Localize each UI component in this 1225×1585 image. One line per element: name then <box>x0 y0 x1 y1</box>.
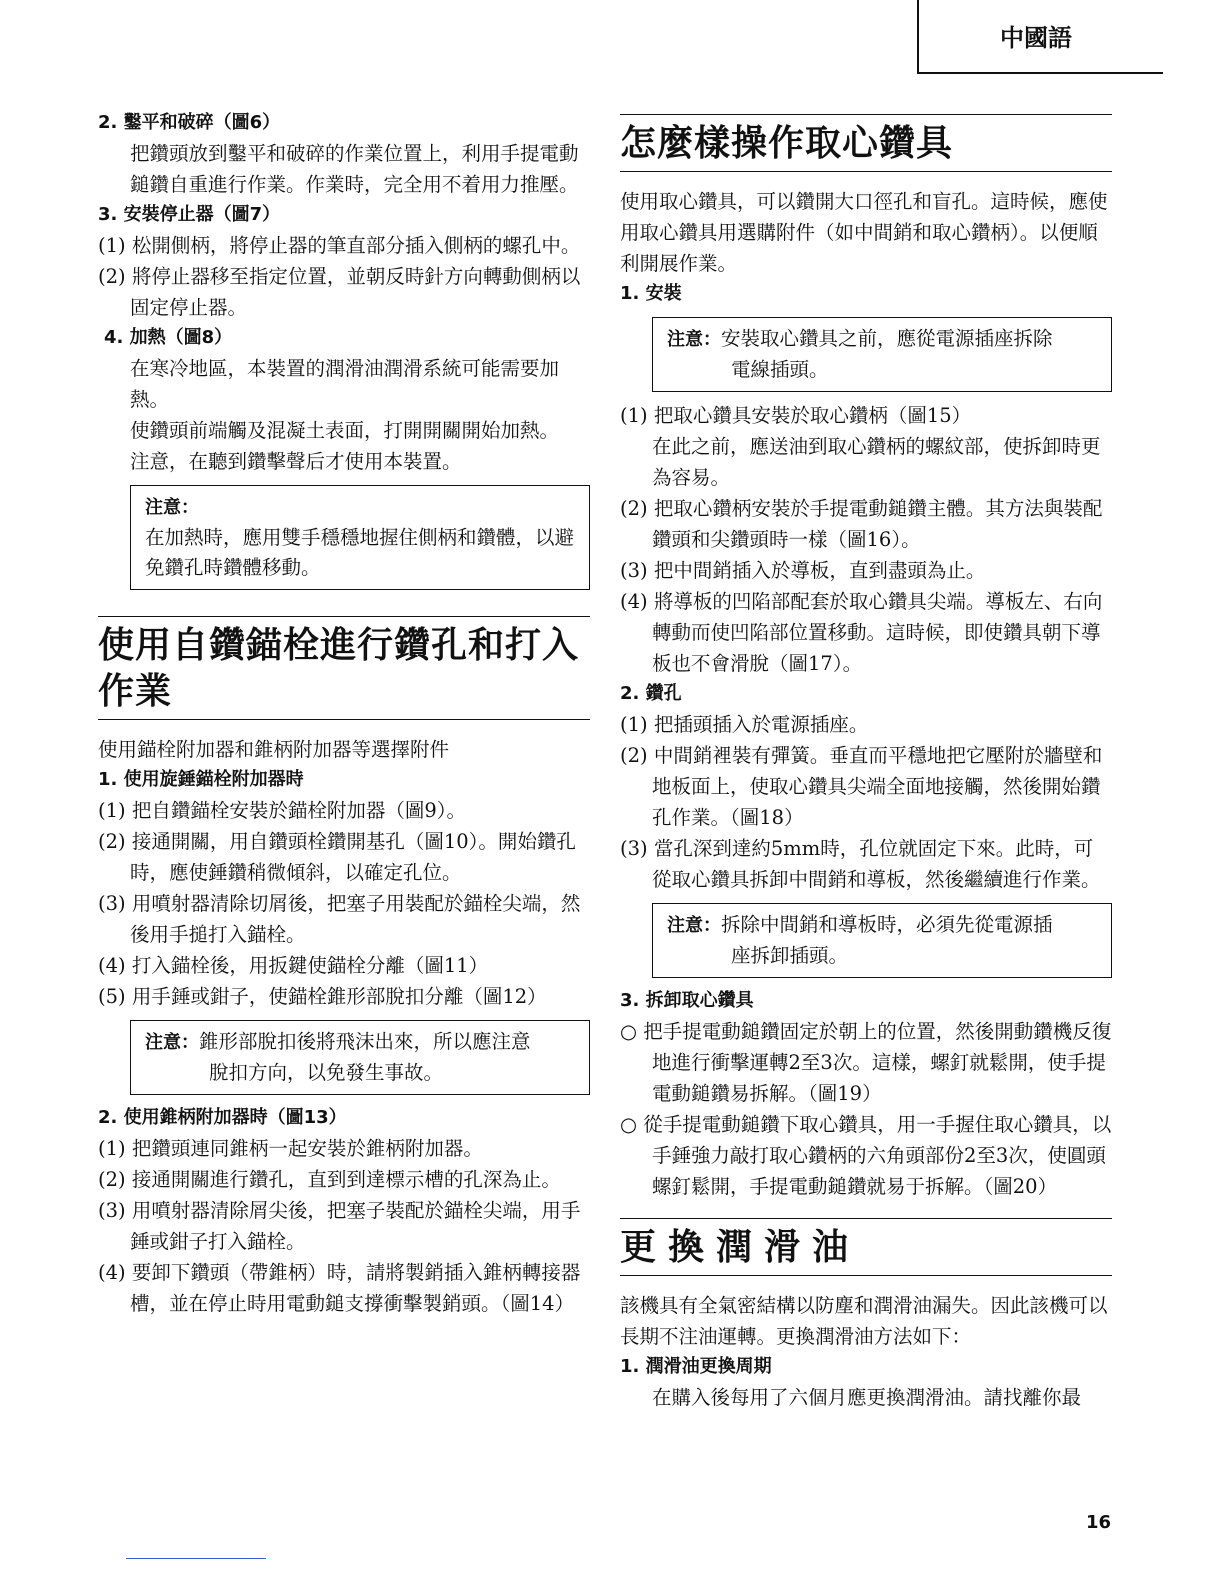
mounting-step-2: (2) 把取心鑽柄安裝於手提電動鎚鑽主體。其方法與裝配鑽頭和尖鑽頭時一樣（圖16）。 <box>620 497 1103 551</box>
mounting-step-1: (1) 把取心鑽具安裝於取心鑽柄（圖15） <box>620 404 972 427</box>
heating-body-3: 注意，在聽到鑽擊聲后才使用本裝置。 <box>130 450 462 473</box>
core-bit-intro: 使用取心鑽具，可以鑽開大口徑孔和盲孔。這時候，應使用取心鑽具用選購附件（如中間銷和取心鑽柄）。以便順利開展作業。 <box>620 190 1108 275</box>
taper-step-2: (2) 接通開關進行鑽孔，直到到達標示槽的孔深為止。 <box>98 1168 561 1191</box>
caution-box-drilling <box>652 903 1112 978</box>
removal-step-2: ○ 從手提電動鎚鑽下取心鑽具，用一手握住取心鑽具，以手錘強力敲打取心鑽柄的六角頭部份2至3次，使圓頭螺釘鬆開，手提電動鎚鑽就易于拆解。（圖20） <box>620 1113 1112 1198</box>
anchor-step-2: (2) 接通開關，用自鑽頭栓鑽開基孔（圖10）。開始鑽孔時，應使錘鑽稍微傾斜，以確定孔位。 <box>98 830 576 884</box>
drilling-title: 2. 鑽孔 <box>620 683 682 704</box>
taper-step-4: (4) 要卸下鑽頭（帶錐柄）時，請將製銷插入錐柄轉接器槽，並在停止時用電動鎚支撐衝擊製銷頭。（圖14） <box>98 1261 581 1315</box>
taper-step-3: (3) 用噴射器清除屑尖後，把塞子裝配於錨栓尖端，用手錘或鉗子打入錨栓。 <box>98 1199 581 1253</box>
left-column <box>98 108 590 1319</box>
section-divider-bottom <box>620 1275 1112 1276</box>
grease-period-title: 1. 潤滑油更換周期 <box>620 1356 772 1377</box>
caution-label: 注意： <box>145 1032 199 1053</box>
mounting-step-3: (3) 把中間銷插入於導板，直到盡頭為止。 <box>620 559 986 582</box>
caution-line-2: 脫扣方向，以免發生事故。 <box>209 1061 444 1084</box>
section-chiseling-title: 2. 鑿平和破碎（圖6） <box>98 112 281 133</box>
drilling-step-3: (3) 當孔深到達約5mm時，孔位就固定下來。此時，可從取心鑽具拆卸中間銷和導板，然後繼續進行作業。 <box>620 837 1101 891</box>
caution-box-mounting <box>652 317 1112 392</box>
caution-line-1: 安裝取心鑽具之前，應從電源插座拆除 <box>721 327 1053 350</box>
caution-line-1: 拆除中間銷和導板時，必須先從電源插 <box>721 913 1053 936</box>
section-grease-title: 更換潤滑油 <box>620 1227 861 1268</box>
caution-line-1: 錐形部脫扣後將飛沫出來，所以應注意 <box>199 1030 531 1053</box>
caution-box-heating <box>130 485 590 590</box>
drilling-step-1: (1) 把插頭插入於電源插座。 <box>620 713 869 736</box>
mounting-step-1-detail: 在此之前，應送油到取心鑽柄的螺紋部，使拆卸時更為容易。 <box>652 435 1101 489</box>
anchor-attach-title: 1. 使用旋錘錨栓附加器時 <box>98 769 304 790</box>
heating-body-2: 使鑽頭前端觸及混凝土表面，打開開關開始加熱。 <box>130 419 560 442</box>
heating-body-1: 在寒冷地區，本裝置的潤滑油潤滑系統可能需要加熱。 <box>130 357 560 411</box>
grease-intro: 該機具有全氣密結構以防塵和潤滑油漏失。因此該機可以長期不注油運轉。更換潤滑油方法如下： <box>620 1294 1108 1348</box>
anchor-intro: 使用錨栓附加器和錐柄附加器等選擇附件 <box>98 738 450 761</box>
caution-label: 注意： <box>145 497 199 518</box>
section-heating-title: 4. 加熱（圖8） <box>104 327 233 348</box>
caution-label: 注意： <box>667 329 721 350</box>
anchor-step-4: (4) 打入錨栓後，用扳鍵使錨栓分離（圖11） <box>98 954 489 977</box>
stopper-step-2: (2) 將停止器移至指定位置，並朝反時針方向轉動側柄以固定停止器。 <box>98 265 581 319</box>
taper-attach-title: 2. 使用錐柄附加器時（圖13） <box>98 1107 347 1128</box>
anchor-step-3: (3) 用噴射器清除切屑後，把塞子用裝配於錨栓尖端，然後用手搥打入錨栓。 <box>98 892 581 946</box>
anchor-step-1: (1) 把自鑽錨栓安裝於錨栓附加器（圖9）。 <box>98 799 466 822</box>
caution-text: 在加熱時，應用雙手穩穩地握住側柄和鑽體，以避免鑽孔時鑽體移動。 <box>145 526 575 579</box>
stopper-step-1: (1) 松開側柄，將停止器的筆直部分插入側柄的螺孔中。 <box>98 234 581 257</box>
section-divider-bottom <box>620 171 1112 172</box>
footer-line <box>126 1558 266 1559</box>
section-stopper-title: 3. 安裝停止器（圖7） <box>98 204 281 225</box>
section-anchor-title: 使用自鑽錨栓進行鑽孔和打入作業 <box>98 625 580 712</box>
section-core-bit-title: 怎麼樣操作取心鑽具 <box>620 123 954 164</box>
caution-line-2: 座拆卸插頭。 <box>731 944 849 967</box>
grease-period-body: 在購入後每用了六個月應更換潤滑油。請找離你最 <box>652 1386 1082 1409</box>
page-number: 16 <box>1086 1512 1112 1533</box>
caution-line-2: 電線插頭。 <box>731 358 829 381</box>
right-column <box>620 108 1112 1413</box>
removal-step-1: ○ 把手提電動鎚鑽固定於朝上的位置，然後開動鑽機反復地進行衝擊運轉2至3次。這樣，螺釘就鬆開，使手提電動鎚鑽易拆解。（圖19） <box>620 1020 1112 1105</box>
mounting-title: 1. 安裝 <box>620 283 682 304</box>
caution-label: 注意： <box>667 915 721 936</box>
section-divider-bottom <box>98 719 590 720</box>
anchor-step-5: (5) 用手錘或鉗子，使錨栓錐形部脫扣分離（圖12） <box>98 985 547 1008</box>
caution-box-taper <box>130 1020 590 1095</box>
taper-step-1: (1) 把鑽頭連同錐柄一起安裝於錐柄附加器。 <box>98 1137 483 1160</box>
drilling-step-2: (2) 中間銷裡裝有彈簧。垂直而平穩地把它壓附於牆壁和地板面上，使取心鑽具尖端全面地接觸，然後開始鑽孔作業。（圖18） <box>620 744 1103 829</box>
mounting-step-4: (4) 將導板的凹陷部配套於取心鑽具尖端。導板左、右向轉動而使凹陷部位置移動。這時候，即使鑽具朝下導板也不會滑脫（圖17）。 <box>620 590 1103 675</box>
chiseling-body: 把鑽頭放到鑿平和破碎的作業位置上，利用手提電動鎚鑽自重進行作業。作業時，完全用不着用力推壓。 <box>130 142 579 196</box>
language-label: 中國語 <box>1000 24 1072 52</box>
removal-title: 3. 拆卸取心鑽具 <box>620 990 754 1011</box>
